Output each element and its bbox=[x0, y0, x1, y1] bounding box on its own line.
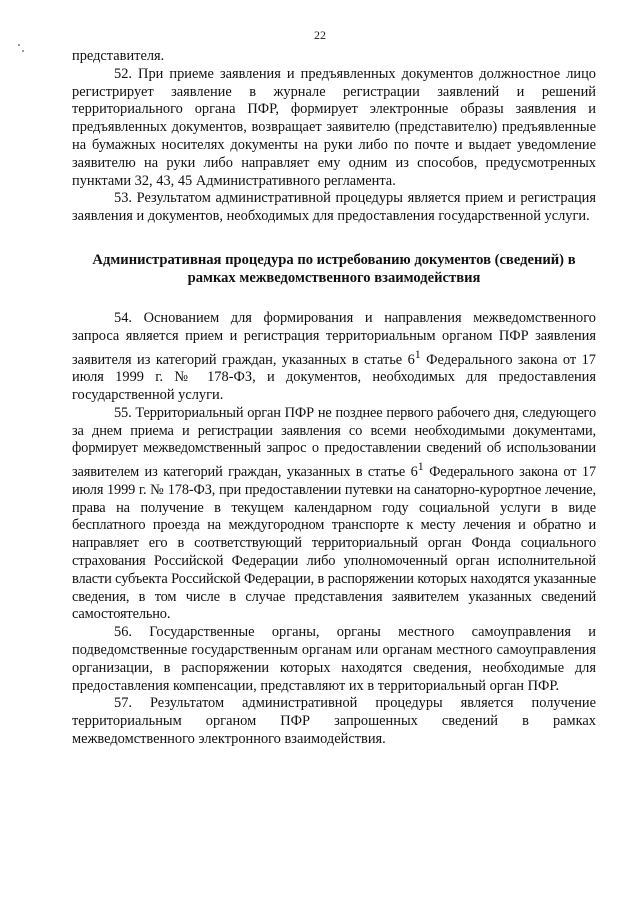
paragraph-54-part-2: Федерального закона от 17 июля 1999 г. № 178-ФЗ, и документов, необходимых для предоставления государственной услуги. bbox=[72, 351, 596, 403]
scan-speck bbox=[22, 50, 24, 52]
paragraph-55-part-2: Федерального закона от 17 июля 1999 г. № 178-ФЗ, при предоставлении путевки на санаторно-курортное лечение, права на получение в текущем календарном году социальной услуги в виде бесплатного проезда на междугородном транспорте к месту лечения и обратно и направляет его в соответствующий территориальный орган Фонда социального страхования Российской Федерации либо уполномоченный орган исполнительной власти субъекта Российской Федерации, в распоряжении которых находятся указанные сведения, в том числе в случае представления заявителем указанных сведений самостоятельно. bbox=[72, 463, 597, 623]
paragraph-54-part-1: 54. Основанием для формирования и направления межведомственного запроса является прием и регистрация территориальным органом ПФР заявления заявителя из категорий граждан, указанных в статье 6 bbox=[72, 309, 596, 368]
paragraph-52: 52. При приеме заявления и предъявленных документов должностное лицо регистрирует заявление в журнале регистрации заявлений и решений территориального органа ПФР, формирует электронные образы заявления и предъявленных документов, возвращает заявителю (представителю) предъявленные на бумажных носителях документы на руки либо по почте и выдает уведомление заявителю на руки либо направляет ему одним из способов, предусмотренных пунктами 32, 43, 45 Административного регламента. bbox=[72, 65, 596, 189]
paragraph-56: 56. Государственные органы, органы местного самоуправления и подведомственные государственным органам или органам местного самоуправления организации, в распоряжении которых находятся сведения, необходимые для предоставления компенсации, представляют их в территориальный орган ПФР. bbox=[72, 624, 596, 694]
document-body bbox=[72, 48, 596, 749]
section-heading: Административная процедура по истребованию документов (сведений) в рамках межведомственного взаимодействия bbox=[92, 251, 576, 286]
paragraph-57: 57. Результатом административной процедуры является получение территориальным органом ПФР запрошенных сведений в рамках межведомственного электронного взаимодействия. bbox=[72, 695, 596, 747]
superscript: 1 bbox=[414, 346, 421, 361]
paragraph-55-part-1: 55. Территориальный орган ПФР не позднее первого рабочего дня, следующего за днем приема и регистрации заявления со всеми необходимыми документами, формирует межведомственный запрос о предоставлении сведений об использовании заявителем из категорий граждан, указанных в статье 6 bbox=[72, 404, 596, 480]
superscript: 1 bbox=[417, 459, 424, 474]
paragraph-54 bbox=[72, 310, 596, 405]
paragraph-continuation: представителя. bbox=[72, 48, 165, 64]
scan-speck bbox=[18, 44, 20, 46]
paragraph-55 bbox=[72, 405, 596, 624]
paragraph-53: 53. Результатом административной процедуры является прием и регистрация заявления и документов, необходимых для предоставления государственной услуги. bbox=[72, 190, 596, 225]
page-number: 22 bbox=[314, 28, 326, 42]
